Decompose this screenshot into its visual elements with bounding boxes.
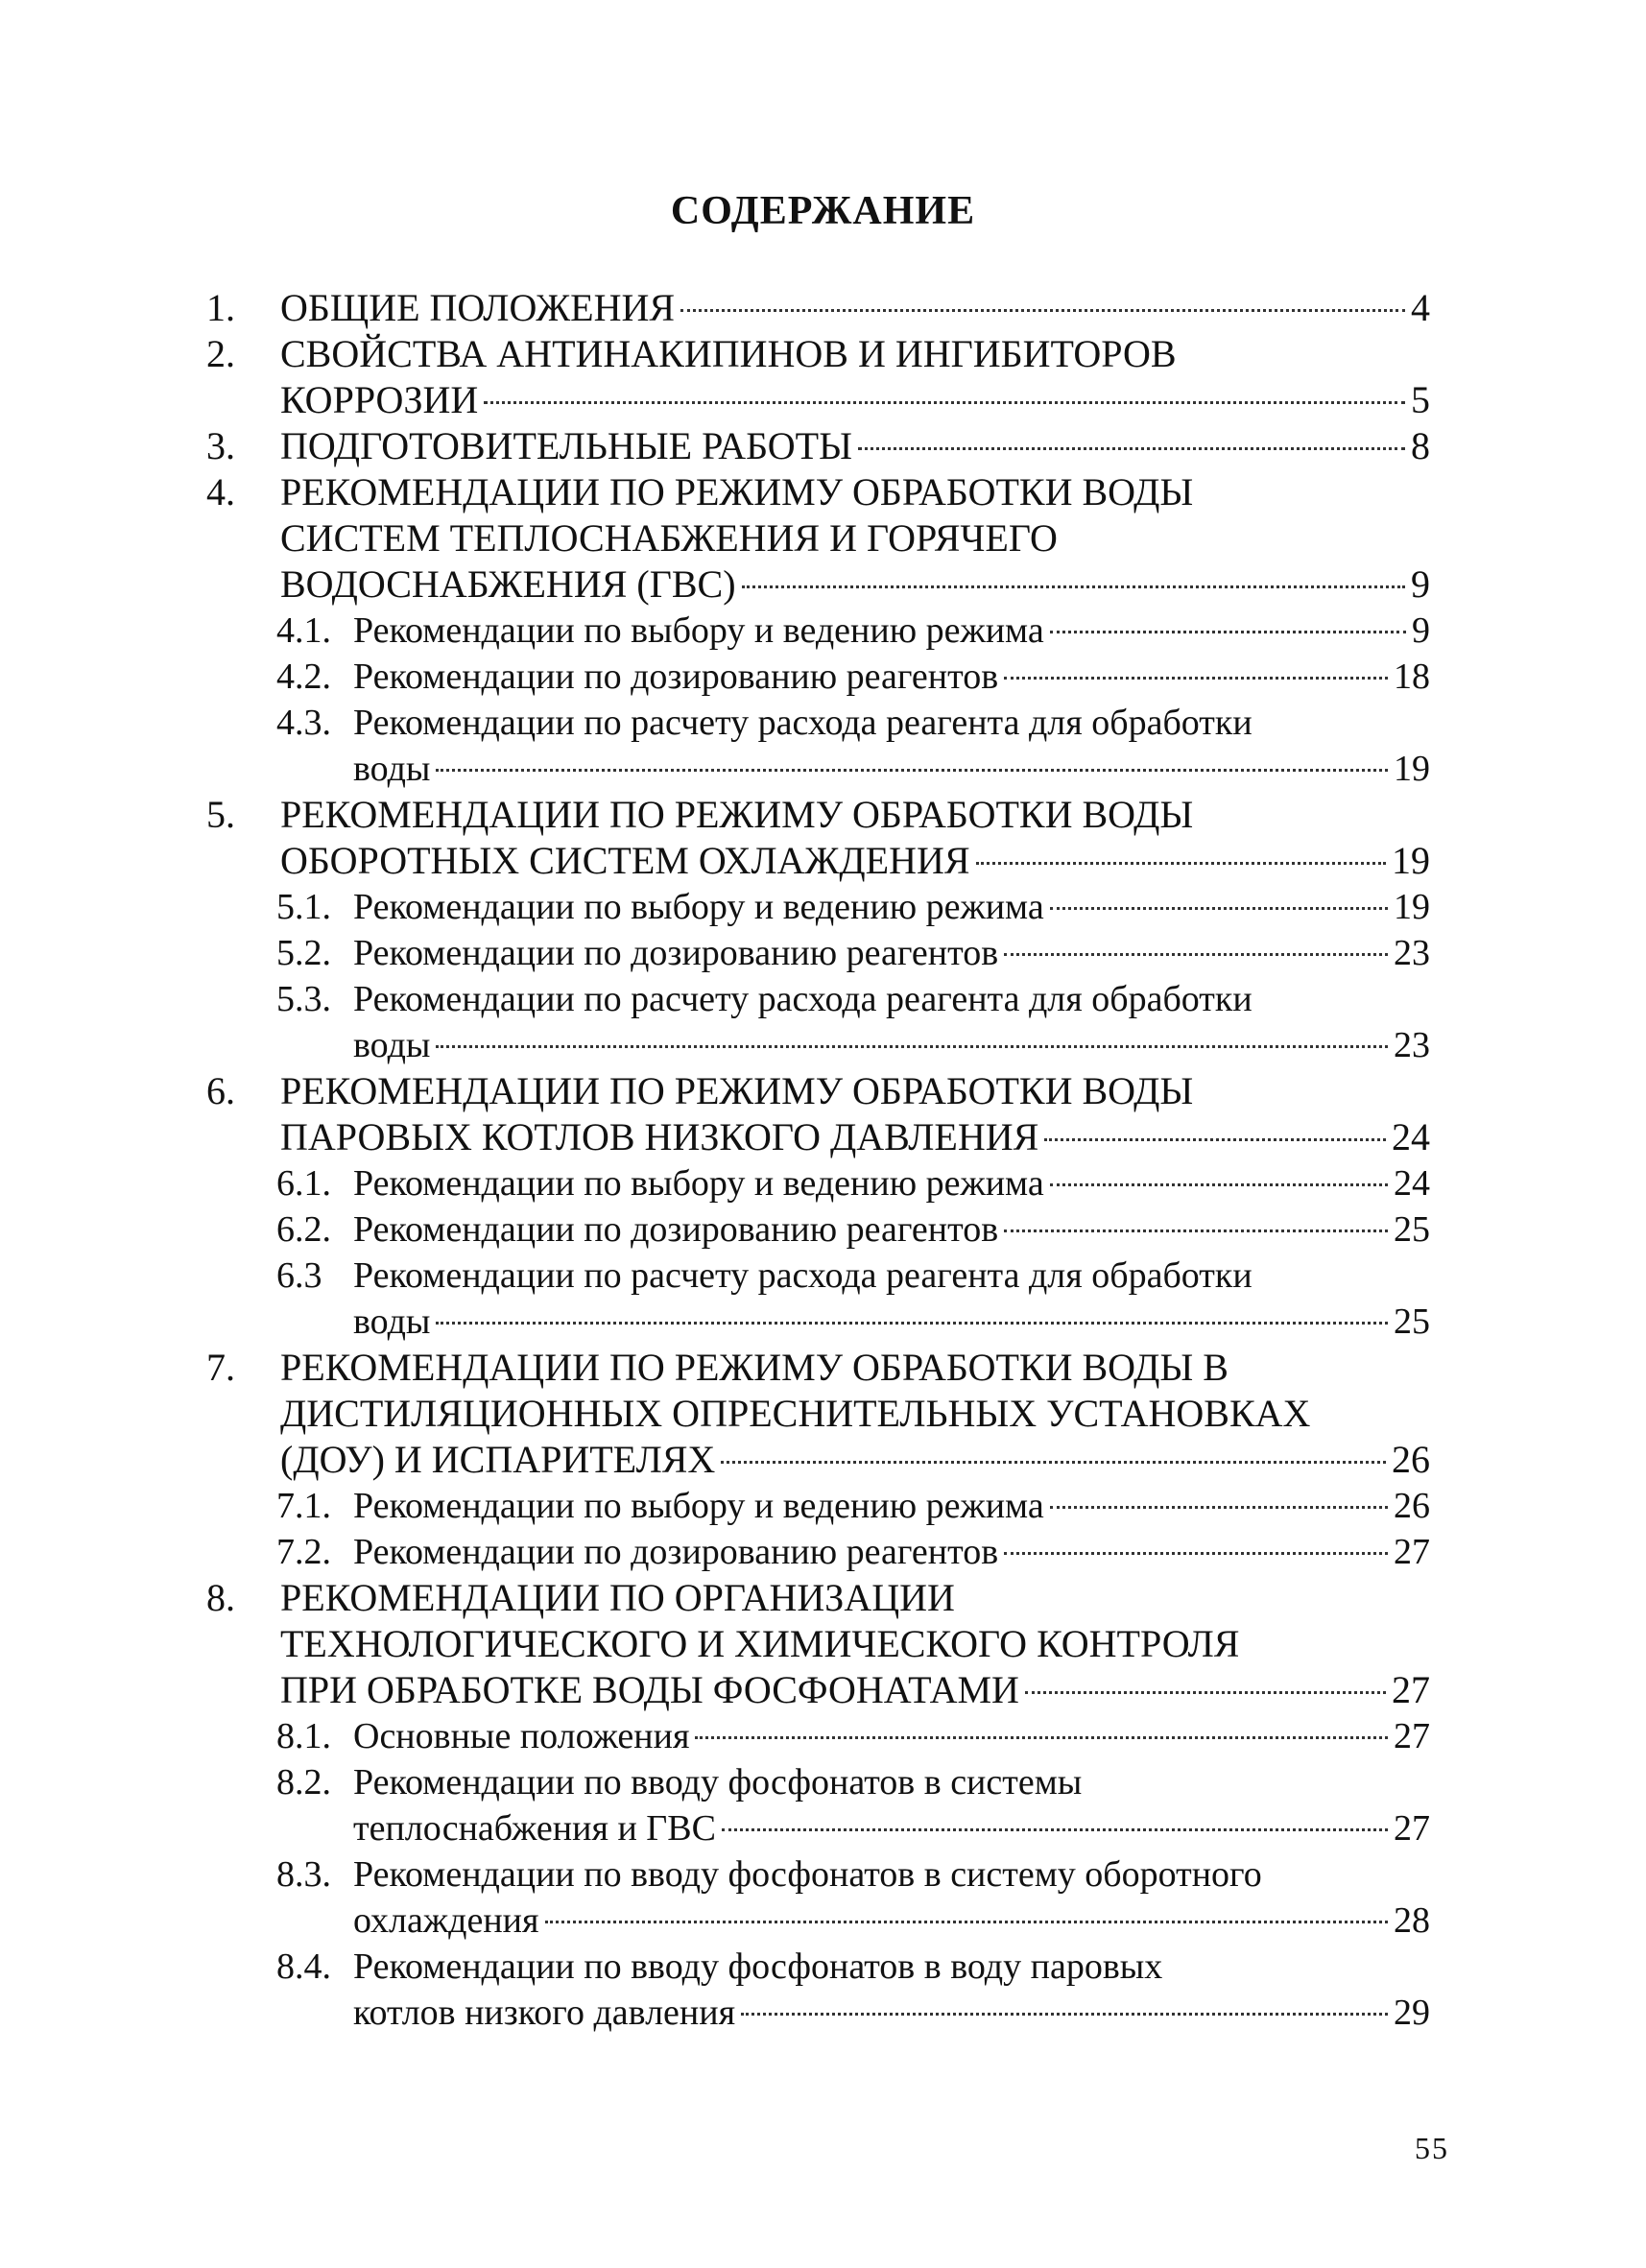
toc-entry-number: 7.2. [276, 1532, 331, 1572]
toc-entry-page: 27 [1394, 1808, 1430, 1849]
toc-entry-page: 23 [1394, 933, 1430, 973]
toc-entry-label: воды [353, 1025, 431, 1065]
toc-entry-label: теплоснабжения и ГВС [353, 1808, 716, 1849]
toc-entry-line [353, 1252, 1252, 1300]
toc-entry-line[interactable] [280, 1113, 1430, 1161]
toc-entry-line [353, 1758, 1082, 1806]
toc-entry-number: 8.1. [276, 1716, 331, 1756]
toc-entry-number: 7. [206, 1346, 235, 1389]
toc-entry-line[interactable] [353, 1021, 1430, 1069]
toc-entry-page: 19 [1394, 887, 1430, 927]
toc-entry-label: охлаждения [353, 1900, 539, 1941]
toc-entry-label: РЕКОМЕНДАЦИИ ПО ОРГАНИЗАЦИИ [280, 1576, 955, 1619]
dot-leader [742, 585, 1405, 588]
toc-entry-number: 8.4. [276, 1946, 331, 1987]
toc-entry-line[interactable] [280, 422, 1430, 470]
toc-entry-line[interactable] [280, 1666, 1430, 1714]
toc-entry-number: 5. [206, 793, 235, 836]
toc-entry-page: 26 [1394, 1486, 1430, 1526]
toc-entry-number: 6. [206, 1069, 235, 1112]
toc-entry-label: РЕКОМЕНДАЦИИ ПО РЕЖИМУ ОБРАБОТКИ ВОДЫ [280, 793, 1194, 836]
dot-leader [1004, 1551, 1388, 1555]
dot-leader [1004, 1229, 1388, 1232]
toc-entry-number: 8.2. [276, 1762, 331, 1802]
toc-entry-page: 5 [1411, 378, 1430, 421]
toc-entry-page: 25 [1394, 1301, 1430, 1342]
toc-entry-label: СИСТЕМ ТЕПЛОСНАБЖЕНИЯ И ГОРЯЧЕГО [280, 516, 1058, 560]
toc-entry-label: ОБОРОТНЫХ СИСТЕМ ОХЛАЖДЕНИЯ [280, 839, 970, 882]
toc-entry-line[interactable] [280, 837, 1430, 885]
toc-entry-line [280, 468, 1193, 516]
toc-entry-page: 18 [1394, 657, 1430, 697]
toc-entry-label: Рекомендации по вводу фосфонатов в систему оборотного [353, 1854, 1262, 1895]
toc-entry-line [280, 1390, 1310, 1438]
toc-entry-line [353, 1943, 1162, 1991]
toc-entry-label: Рекомендации по выбору и ведению режима [353, 1163, 1044, 1204]
toc-entry-label: Рекомендации по дозированию реагентов [353, 657, 999, 697]
toc-entry-page: 24 [1394, 1163, 1430, 1204]
dot-leader [680, 308, 1405, 312]
toc-entry-line[interactable] [280, 284, 1430, 332]
toc-entry-line [280, 1620, 1239, 1668]
dot-leader [436, 1044, 1388, 1048]
toc-entry-line[interactable] [353, 1804, 1430, 1852]
toc-entry-page: 26 [1392, 1438, 1430, 1481]
toc-entry-number: 3. [206, 424, 235, 467]
dot-leader [436, 1321, 1388, 1325]
dot-leader [741, 2012, 1388, 2016]
toc-entry-line[interactable] [353, 1989, 1430, 2037]
toc-entry-label: Рекомендации по выбору и ведению режима [353, 610, 1044, 651]
toc-entry-line [280, 1344, 1229, 1392]
toc-entry-label: РЕКОМЕНДАЦИИ ПО РЕЖИМУ ОБРАБОТКИ ВОДЫ В [280, 1346, 1229, 1389]
toc-entry-label: котлов низкого давления [353, 1993, 736, 2033]
toc-entry-label: Рекомендации по выбору и ведению режима [353, 1486, 1044, 1526]
toc-entry-line[interactable] [280, 1436, 1430, 1484]
toc-entry-page: 19 [1392, 839, 1430, 882]
toc-entry-page: 23 [1394, 1025, 1430, 1065]
toc-entry-line[interactable] [353, 653, 1430, 701]
toc-entry-number: 5.2. [276, 933, 331, 973]
toc-entry-number: 6.1. [276, 1163, 331, 1204]
toc-entry-number: 1. [206, 286, 235, 329]
dot-leader [1025, 1690, 1386, 1694]
toc-entry-line [280, 791, 1193, 839]
dot-leader [484, 400, 1405, 404]
toc-entry-line[interactable] [353, 1897, 1430, 1945]
dot-leader [1050, 1505, 1388, 1509]
toc-entry-line[interactable] [353, 745, 1430, 793]
toc-entry-number: 7.1. [276, 1486, 331, 1526]
toc-entry-label: РЕКОМЕНДАЦИИ ПО РЕЖИМУ ОБРАБОТКИ ВОДЫ [280, 1069, 1194, 1112]
toc-entry-page: 27 [1392, 1668, 1430, 1711]
toc-entry-line [280, 514, 1058, 562]
toc-entry-label: Рекомендации по расчету расхода реагента для обработки [353, 1255, 1252, 1296]
toc-entry-label: ОБЩИЕ ПОЛОЖЕНИЯ [280, 286, 676, 329]
toc-entry-number: 8.3. [276, 1854, 331, 1895]
toc-entry-label: Рекомендации по выбору и ведению режима [353, 887, 1044, 927]
toc-entry-label: Рекомендации по дозированию реагентов [353, 1209, 999, 1250]
toc-entry-line [353, 699, 1252, 747]
toc-entry-label: ТЕХНОЛОГИЧЕСКОГО И ХИМИЧЕСКОГО КОНТРОЛЯ [280, 1622, 1240, 1665]
toc-entry-line[interactable] [353, 607, 1430, 655]
toc-entry-page: 4 [1411, 286, 1430, 329]
toc-entry-label: Рекомендации по вводу фосфонатов в системы [353, 1762, 1083, 1802]
toc-entry-label: ПРИ ОБРАБОТКЕ ВОДЫ ФОСФОНАТАМИ [280, 1668, 1019, 1711]
toc-title: СОДЕРЖАНИЕ [670, 189, 976, 233]
dot-leader [1004, 952, 1388, 956]
page-number: 55 [1415, 2131, 1449, 2165]
toc-entry-label: РЕКОМЕНДАЦИИ ПО РЕЖИМУ ОБРАБОТКИ ВОДЫ [280, 470, 1194, 513]
toc-entry-label: воды [353, 1301, 431, 1342]
toc-entry-label: Рекомендации по дозированию реагентов [353, 933, 999, 973]
dot-leader [1044, 1137, 1386, 1141]
toc-entry-page: 27 [1394, 1716, 1430, 1756]
dot-leader [436, 768, 1388, 772]
toc-entry-label: воды [353, 749, 431, 789]
toc-entry-number: 8. [206, 1576, 235, 1619]
toc-entry-label: ВОДОСНАБЖЕНИЯ (ГВС) [280, 562, 736, 606]
toc-entry-line[interactable] [353, 1206, 1430, 1253]
toc-entry-line[interactable] [353, 1712, 1430, 1760]
toc-entry-number: 4.3. [276, 703, 331, 743]
toc-entry-number: 5.3. [276, 979, 331, 1019]
toc-entry-number: 6.2. [276, 1209, 331, 1250]
toc-entry-number: 4.1. [276, 610, 331, 651]
dot-leader [695, 1735, 1388, 1739]
toc-entry-line[interactable] [353, 1528, 1430, 1576]
dot-leader [1050, 1182, 1388, 1186]
toc-entry-line[interactable] [353, 1482, 1430, 1530]
toc-entry-number: 2. [206, 332, 235, 375]
toc-entry-page: 25 [1394, 1209, 1430, 1250]
toc-entry-number: 4. [206, 470, 235, 513]
toc-entry-label: Рекомендации по вводу фосфонатов в воду паровых [353, 1946, 1163, 1987]
toc-entry-page: 28 [1394, 1900, 1430, 1941]
toc-entry-number: 5.1. [276, 887, 331, 927]
toc-entry-number: 4.2. [276, 657, 331, 697]
toc-entry-label: ПАРОВЫХ КОТЛОВ НИЗКОГО ДАВЛЕНИЯ [280, 1115, 1039, 1158]
toc-entry-line [353, 975, 1252, 1023]
toc-entry-line [280, 1574, 955, 1622]
toc-entry-label: ДИСТИЛЯЦИОННЫХ ОПРЕСНИТЕЛЬНЫХ УСТАНОВКАХ [280, 1392, 1311, 1435]
toc-entry-line[interactable] [280, 561, 1430, 609]
toc-entry-line[interactable] [353, 883, 1430, 931]
toc-entry-line[interactable] [353, 1159, 1430, 1207]
toc-entry-line [353, 1850, 1262, 1898]
toc-entry-line [280, 330, 1177, 378]
toc-entry-label: КОРРОЗИИ [280, 378, 479, 421]
dot-leader [1004, 676, 1388, 680]
dot-leader [545, 1920, 1389, 1923]
toc-entry-label: Рекомендации по расчету расхода реагента для обработки [353, 703, 1252, 743]
dot-leader [976, 861, 1386, 865]
toc-entry-label: Рекомендации по расчету расхода реагента для обработки [353, 979, 1252, 1019]
toc-entry-page: 29 [1394, 1993, 1430, 2033]
toc-entry-line[interactable] [353, 929, 1430, 977]
dot-leader [1050, 906, 1388, 910]
toc-entry-label: ПОДГОТОВИТЕЛЬНЫЕ РАБОТЫ [280, 424, 852, 467]
dot-leader [1050, 630, 1406, 633]
toc-entry-label: СВОЙСТВА АНТИНАКИПИНОВ И ИНГИБИТОРОВ [280, 332, 1177, 375]
toc-entry-page: 9 [1412, 610, 1430, 651]
toc-entry-page: 19 [1394, 749, 1430, 789]
toc-entry-label: (ДОУ) И ИСПАРИТЕЛЯХ [280, 1438, 716, 1481]
toc-entry-page: 8 [1411, 424, 1430, 467]
toc-entry-line [280, 1067, 1193, 1115]
toc-entry-label: Рекомендации по дозированию реагентов [353, 1532, 999, 1572]
toc-entry-page: 27 [1394, 1532, 1430, 1572]
toc-entry-line[interactable] [280, 376, 1430, 424]
dot-leader [858, 446, 1405, 450]
dot-leader [722, 1827, 1388, 1831]
toc-entry-label: Основные положения [353, 1716, 690, 1756]
toc-entry-line[interactable] [353, 1298, 1430, 1346]
toc-entry-number: 6.3 [276, 1255, 322, 1296]
dot-leader [721, 1460, 1386, 1464]
toc-entry-page: 9 [1411, 562, 1430, 606]
toc-entry-page: 24 [1392, 1115, 1430, 1158]
